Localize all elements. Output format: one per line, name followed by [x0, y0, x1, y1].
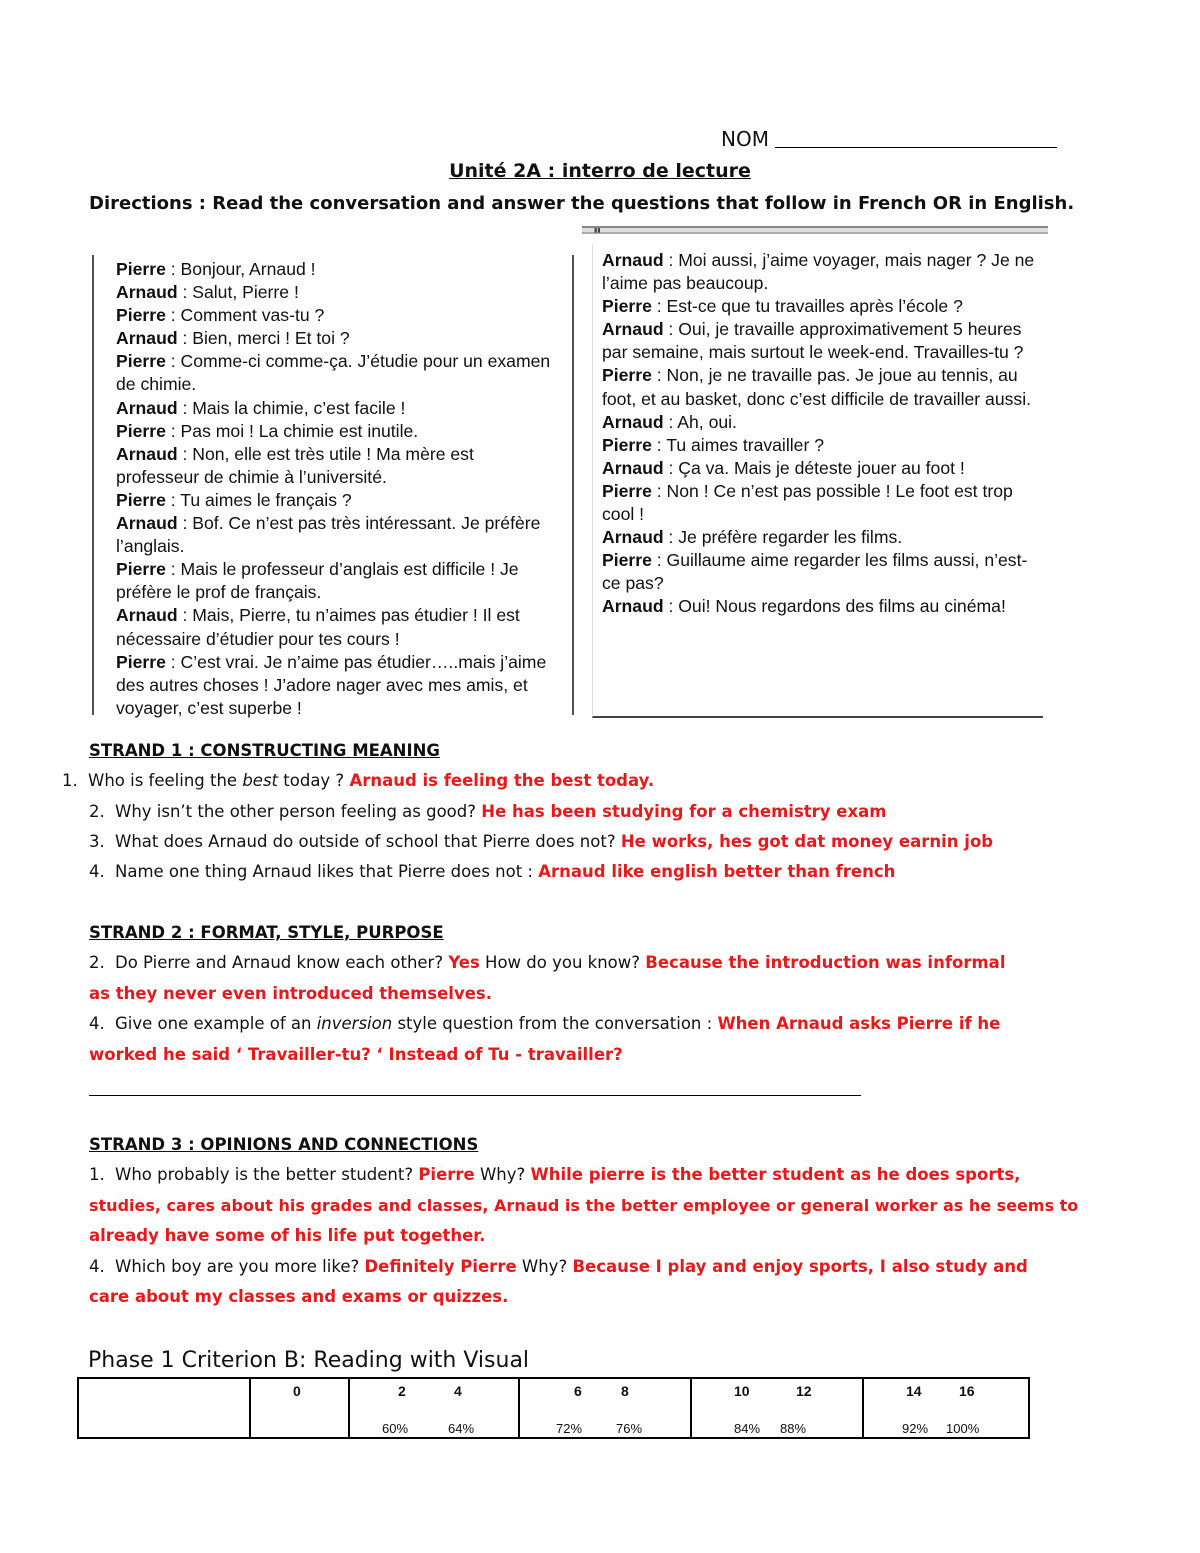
- dialogue-line: [602, 364, 1042, 410]
- percent-label: 72%: [556, 1421, 583, 1436]
- speaker-name: Arnaud: [602, 319, 664, 340]
- dialogue-line: [116, 512, 561, 558]
- dialogue-text: : Pas moi ! La chimie est inutile.: [165, 420, 419, 441]
- answer-text: Yes: [448, 953, 480, 972]
- strand3-answer-4-cont: care about my classes and exams or quizzes.: [89, 1287, 509, 1306]
- dialogue-line: [116, 258, 561, 281]
- dialogue-line: [602, 434, 1042, 457]
- answer-text: He works, hes got dat money earnin job: [620, 832, 994, 851]
- rubric-cell-10-12: [691, 1378, 863, 1438]
- speaker-name: Arnaud: [116, 282, 178, 303]
- dialogue-line: [116, 420, 561, 443]
- strand3-heading: STRAND 3 : OPINIONS AND CONNECTIONS: [89, 1135, 479, 1154]
- percent-label: 76%: [616, 1421, 643, 1436]
- dialogue-text: : Tu aimes le français ?: [165, 489, 352, 510]
- dialogue-line: [602, 526, 1042, 549]
- speaker-name: Pierre: [116, 305, 166, 326]
- score-label: 2: [398, 1383, 406, 1399]
- speaker-name: Pierre: [116, 651, 166, 672]
- strand1-question-1: [62, 771, 654, 790]
- dialogue-text: : Mais la chimie, c’est facile !: [177, 397, 406, 418]
- dialogue-line: [602, 457, 1042, 480]
- score-label: 0: [293, 1383, 301, 1399]
- name-label: NOM: [721, 127, 769, 151]
- answer-text: Arnaud is feeling the best today.: [349, 771, 655, 790]
- question-text: Why isn’t the other person feeling as good?: [115, 802, 482, 821]
- speaker-name: Arnaud: [116, 443, 178, 464]
- speaker-name: Arnaud: [602, 596, 664, 617]
- strand2-answer-2-cont: as they never even introduced themselves.: [89, 984, 492, 1003]
- score-label: 14: [906, 1383, 922, 1399]
- dialogue-line: [116, 443, 561, 489]
- speaker-name: Pierre: [116, 420, 166, 441]
- rubric-table: [77, 1377, 1030, 1439]
- question-text: Why?: [474, 1165, 531, 1184]
- dialogue-text: : Je préfère regarder les films.: [663, 527, 903, 548]
- dialogue-text: : Comme-ci comme-ça. J’étudie pour un examen de chimie.: [116, 351, 551, 395]
- answer-text: He has been studying for a chemistry exam: [481, 802, 887, 821]
- answer-text: When Arnaud asks Pierre if he: [717, 1014, 1001, 1033]
- speaker-name: Pierre: [602, 480, 652, 501]
- dialogue-text: : Ça va. Mais je déteste jouer au foot !: [663, 457, 965, 478]
- strand2-answer-4-cont: worked he said ‘ Travailler-tu? ‘ Instead of Tu - travailler?: [89, 1045, 623, 1064]
- rubric-cell-14-16: [863, 1378, 1029, 1438]
- conversation-right-top-bar: [582, 226, 1048, 234]
- dialogue-text: : Bof. Ce n’est pas très intéressant. Je préfère l’anglais.: [116, 513, 541, 557]
- dialogue-line: [602, 295, 1042, 318]
- percent-label: 92%: [902, 1421, 929, 1436]
- speaker-name: Pierre: [602, 296, 652, 317]
- question-number: 1.: [89, 1165, 105, 1184]
- name-blank-line: [775, 129, 1057, 148]
- dialogue-line: [116, 327, 561, 350]
- question-emphasis: inversion: [316, 1014, 393, 1033]
- rubric-cell-0: [250, 1378, 349, 1438]
- question-emphasis: best: [242, 771, 279, 790]
- speaker-name: Pierre: [116, 351, 166, 372]
- dialogue-text: : Tu aimes travailler ?: [651, 434, 824, 455]
- score-label: 16: [959, 1383, 975, 1399]
- conversation-left-box: [92, 255, 574, 718]
- strand1-question-2: [89, 802, 886, 821]
- speaker-name: Arnaud: [602, 527, 664, 548]
- score-label: 10: [734, 1383, 750, 1399]
- dialogue-text: : Mais, Pierre, tu n’aimes pas étudier ! Il est nécessaire d’étudier pour tes cours !: [116, 605, 520, 649]
- question-text: Give one example of an: [115, 1014, 317, 1033]
- rubric-cell-label: [78, 1378, 250, 1438]
- dialogue-line: [602, 249, 1042, 295]
- dialogue-line: [116, 281, 561, 304]
- dialogue-text: : Ah, oui.: [663, 411, 737, 432]
- percent-label: 64%: [448, 1421, 475, 1436]
- score-label: 12: [796, 1383, 812, 1399]
- page-title: Unité 2A : interro de lecture: [449, 160, 751, 182]
- conversation-left: [116, 258, 561, 720]
- question-number: 3.: [89, 832, 105, 851]
- strand2-heading: STRAND 2 : FORMAT, STYLE, PURPOSE: [89, 923, 444, 942]
- score-label: 6: [574, 1383, 582, 1399]
- conversation-right: [602, 249, 1042, 619]
- dialogue-line: [602, 480, 1042, 526]
- dialogue-line: [116, 350, 561, 396]
- directions-text: Read the conversation and answer the questions that follow in French OR in English.: [206, 193, 1075, 214]
- speaker-name: Pierre: [602, 365, 652, 386]
- dialogue-line: [116, 489, 561, 512]
- question-text: What does Arnaud do outside of school that Pierre does not?: [115, 832, 621, 851]
- dialogue-text: : Bien, merci ! Et toi ?: [177, 328, 350, 349]
- dialogue-text: : Est-ce que tu travailles après l’école ?: [651, 296, 963, 317]
- answer-text: Definitely Pierre: [364, 1257, 517, 1276]
- dialogue-text: : Moi aussi, j’aime voyager, mais nager ? Je ne l’aime pas beaucoup.: [602, 250, 1035, 294]
- speaker-name: Pierre: [602, 550, 652, 571]
- strand3-answer-1-cont: studies, cares about his grades and classes, Arnaud is the better employee or general worker as he seems to: [89, 1196, 1079, 1215]
- strand2-question-4: [89, 1014, 1000, 1033]
- percent-label: 60%: [382, 1421, 409, 1436]
- question-text: Why?: [516, 1257, 573, 1276]
- question-number: 4.: [89, 862, 105, 881]
- strand1-question-4: [89, 862, 895, 881]
- strand3-question-1: [89, 1165, 1020, 1184]
- dialogue-text: : Non, je ne travaille pas. Je joue au tennis, au foot, et au basket, donc c’est difficile de travailler aussi.: [602, 365, 1031, 409]
- speaker-name: Pierre: [116, 489, 166, 510]
- answer-text: Because I play and enjoy sports, I also study and: [572, 1257, 1028, 1276]
- speaker-name: Arnaud: [116, 513, 178, 534]
- answer-text: Pierre: [418, 1165, 475, 1184]
- dialogue-text: : C’est vrai. Je n’aime pas étudier…..mais j’aime des autres choses ! J’adore nager avec mes amis, et voyager, c’est superbe !: [116, 651, 547, 718]
- dialogue-line: [116, 651, 561, 720]
- directions: [89, 193, 1074, 214]
- answer-text: Arnaud like english better than french: [538, 862, 896, 881]
- question-text: Who is feeling the: [88, 771, 243, 790]
- strand1-heading: STRAND 1 : CONSTRUCTING MEANING: [89, 741, 440, 760]
- speaker-name: Arnaud: [602, 250, 664, 270]
- speaker-name: Pierre: [602, 434, 652, 455]
- dialogue-line: [602, 411, 1042, 434]
- rubric-cell-6-8: [519, 1378, 691, 1438]
- question-text: Do Pierre and Arnaud know each other?: [115, 953, 449, 972]
- strand2-question-2: [89, 953, 1005, 972]
- conversation-right-box: [592, 244, 1043, 718]
- question-text: Which boy are you more like?: [115, 1257, 365, 1276]
- bar-mark-icon: ▮▮: [594, 227, 601, 234]
- speaker-name: Pierre: [116, 259, 166, 279]
- question-text: Name one thing Arnaud likes that Pierre does not :: [115, 862, 539, 881]
- dialogue-text: : Mais le professeur d’anglais est difficile ! Je préfère le prof de français.: [116, 559, 519, 603]
- question-text: today ?: [278, 771, 350, 790]
- dialogue-text: : Salut, Pierre !: [177, 282, 299, 303]
- question-number: 2.: [89, 953, 105, 972]
- strand3-answer-1-cont2: already have some of his life put together.: [89, 1226, 486, 1245]
- table-row: [78, 1378, 1029, 1438]
- dialogue-text: : Guillaume aime regarder les films aussi, n’est-ce pas?: [602, 550, 1028, 594]
- percent-label: 100%: [946, 1421, 980, 1436]
- question-number: 4.: [89, 1014, 105, 1033]
- speaker-name: Arnaud: [116, 397, 178, 418]
- dialogue-line: [116, 304, 561, 327]
- score-label: 4: [454, 1383, 462, 1399]
- dialogue-line: [116, 604, 561, 650]
- dialogue-line: [116, 558, 561, 604]
- strand3-question-4: [89, 1257, 1028, 1276]
- dialogue-text: : Oui! Nous regardons des films au cinéma!: [663, 596, 1006, 617]
- rubric-title: Phase 1 Criterion B: Reading with Visual: [88, 1348, 530, 1373]
- question-text: Who probably is the better student?: [115, 1165, 419, 1184]
- question-number: 2.: [89, 802, 105, 821]
- speaker-name: Arnaud: [602, 457, 664, 478]
- speaker-name: Arnaud: [116, 328, 178, 349]
- question-number: 1.: [62, 771, 78, 790]
- dialogue-text: : Non, elle est très utile ! Ma mère est professeur de chimie à l’université.: [116, 443, 474, 487]
- speaker-name: Arnaud: [116, 605, 178, 626]
- name-field: [721, 127, 1057, 151]
- dialogue-line: [602, 595, 1042, 618]
- question-text: style question from the conversation :: [392, 1014, 718, 1033]
- dialogue-text: : Non ! Ce n’est pas possible ! Le foot est trop cool !: [602, 480, 1013, 525]
- question-number: 4.: [89, 1257, 105, 1276]
- answer-text: Because the introduction was informal: [645, 953, 1006, 972]
- dialogue-text: : Bonjour, Arnaud !: [165, 259, 316, 279]
- speaker-name: Pierre: [116, 559, 166, 580]
- dialogue-line: [602, 318, 1042, 364]
- dialogue-text: : Comment vas-tu ?: [165, 305, 325, 326]
- directions-label: Directions :: [89, 193, 206, 214]
- score-label: 8: [621, 1383, 629, 1399]
- question-text: How do you know?: [479, 953, 646, 972]
- percent-label: 84%: [734, 1421, 761, 1436]
- answer-text: While pierre is the better student as he does sports,: [530, 1165, 1021, 1184]
- speaker-name: Arnaud: [602, 411, 664, 432]
- answer-blank-line: [89, 1095, 861, 1096]
- dialogue-line: [116, 397, 561, 420]
- percent-label: 88%: [780, 1421, 807, 1436]
- rubric-cell-2-4: [349, 1378, 519, 1438]
- dialogue-text: : Oui, je travaille approximativement 5 heures par semaine, mais surtout le week-end. Travailles-tu ?: [602, 319, 1024, 363]
- dialogue-line: [602, 549, 1042, 595]
- strand1-question-3: [89, 832, 993, 851]
